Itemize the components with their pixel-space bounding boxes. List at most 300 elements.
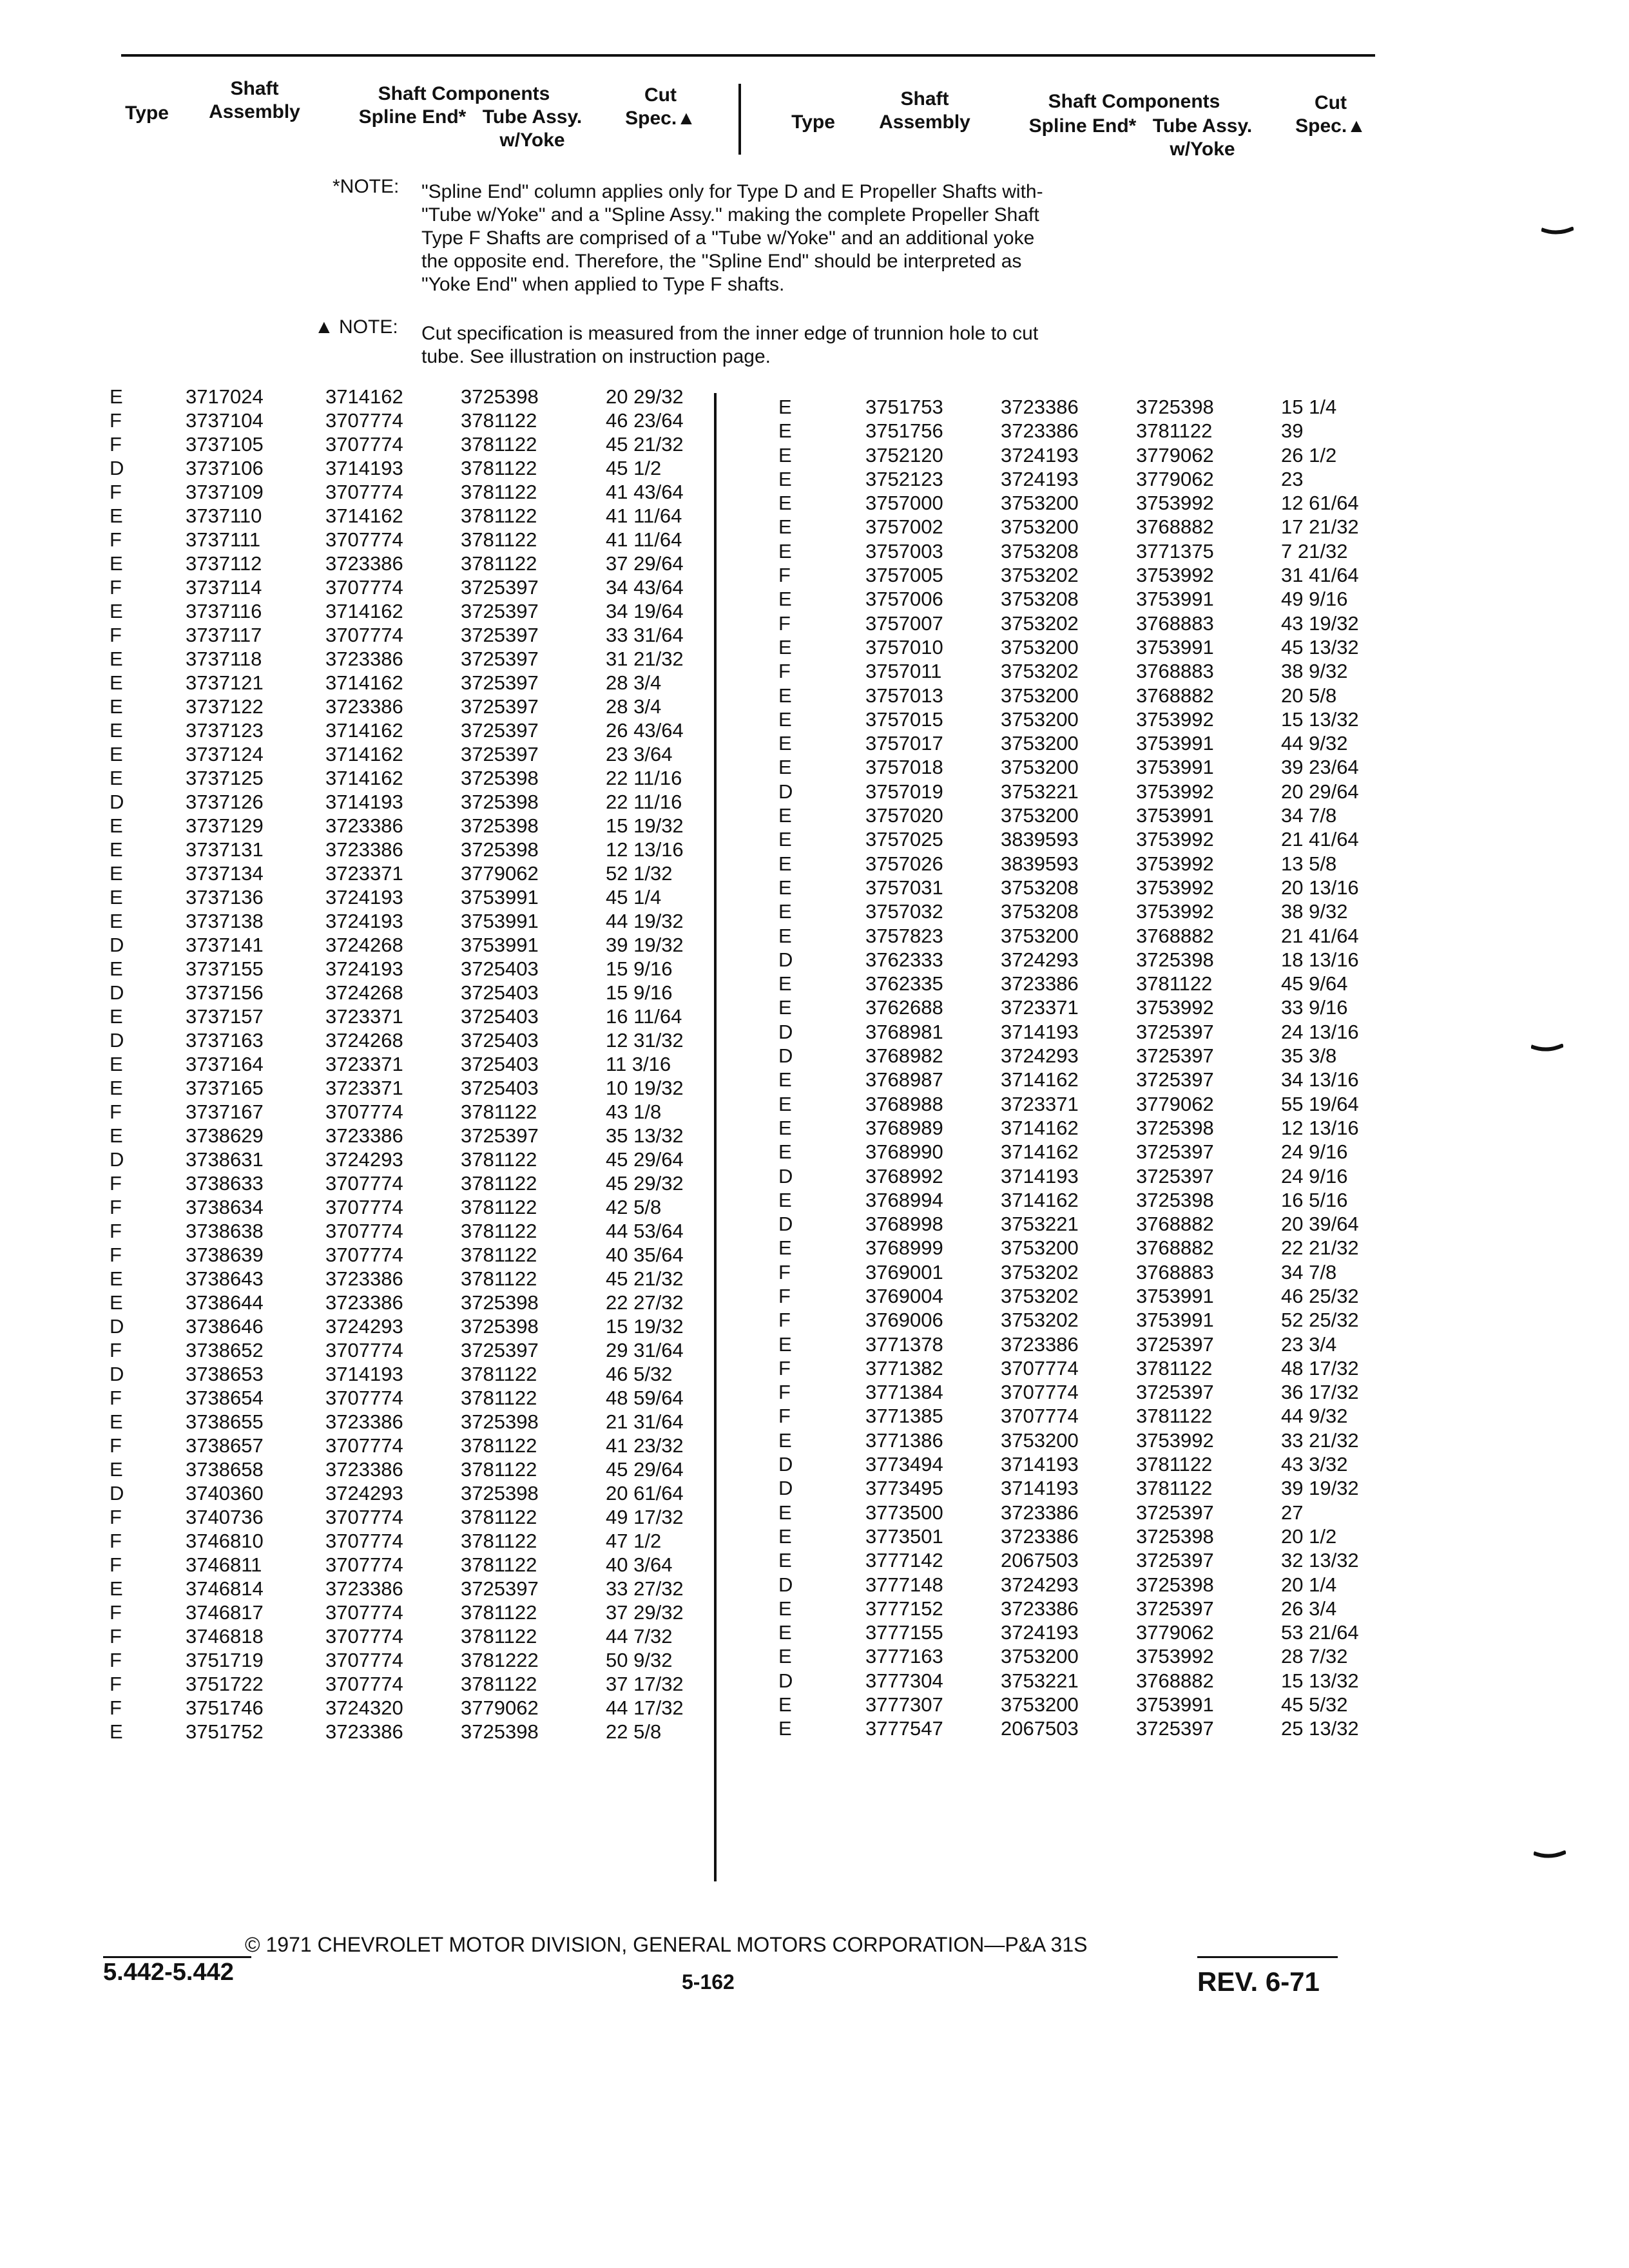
row-tube-assy: 3781122 bbox=[461, 409, 537, 432]
row-type: E bbox=[110, 862, 123, 885]
row-cut-spec: 24 9/16 bbox=[1281, 1164, 1348, 1187]
row-type: F bbox=[110, 1220, 122, 1242]
row-tube-assy: 3753991 bbox=[461, 886, 539, 908]
row-cut-spec: 41 11/64 bbox=[606, 528, 682, 551]
row-type: D bbox=[110, 791, 124, 813]
row-shaft-assembly: 3751753 bbox=[865, 396, 943, 418]
row-shaft-assembly: 3737136 bbox=[186, 886, 264, 908]
row-shaft-assembly: 3768981 bbox=[865, 1020, 943, 1043]
row-spline-end: 3714193 bbox=[325, 457, 403, 479]
row-spline-end: 3724193 bbox=[325, 957, 403, 980]
row-shaft-assembly: 3737123 bbox=[186, 719, 264, 742]
row-type: F bbox=[110, 1434, 122, 1457]
row-type: E bbox=[110, 743, 123, 765]
row-type: F bbox=[110, 576, 122, 599]
row-type: F bbox=[110, 1553, 122, 1576]
row-tube-assy: 3753991 bbox=[1136, 756, 1214, 779]
row-spline-end: 3707774 bbox=[325, 624, 403, 646]
row-tube-assy: 3781122 bbox=[1136, 1356, 1213, 1379]
note-cut-spec-text: Cut specification is measured from the inner edge of trunnion hole to cut tube. See illustration on instruction page. bbox=[421, 323, 1039, 367]
row-cut-spec: 20 39/64 bbox=[1281, 1213, 1359, 1236]
row-shaft-assembly: 3773494 bbox=[865, 1453, 943, 1476]
row-shaft-assembly: 3737114 bbox=[186, 576, 262, 599]
row-type: E bbox=[110, 814, 123, 837]
row-shaft-assembly: 3737125 bbox=[186, 767, 264, 789]
row-tube-assy: 3781122 bbox=[461, 505, 537, 527]
row-spline-end: 3753208 bbox=[1001, 876, 1079, 899]
row-cut-spec: 28 7/32 bbox=[1281, 1645, 1348, 1668]
row-cut-spec: 48 59/64 bbox=[606, 1387, 684, 1409]
header-type-right: Type bbox=[791, 111, 835, 133]
header-shaft-components-right: Shaft Components bbox=[1048, 91, 1220, 112]
row-type: E bbox=[110, 505, 123, 527]
row-type: E bbox=[110, 695, 123, 718]
row-tube-assy: 3725397 bbox=[1136, 1164, 1214, 1187]
row-type: E bbox=[110, 1410, 123, 1433]
row-spline-end: 3753200 bbox=[1001, 1645, 1079, 1668]
row-cut-spec: 21 41/64 bbox=[1281, 828, 1359, 851]
footer-rule-right bbox=[1197, 1956, 1338, 1958]
row-cut-spec: 45 5/32 bbox=[1281, 1693, 1348, 1716]
row-cut-spec: 16 5/16 bbox=[1281, 1188, 1348, 1211]
row-type: F bbox=[778, 1356, 791, 1379]
row-type: E bbox=[110, 1720, 123, 1743]
row-type: F bbox=[778, 1260, 791, 1283]
row-tube-assy: 3725397 bbox=[461, 624, 539, 646]
row-tube-assy: 3779062 bbox=[1136, 443, 1214, 466]
row-spline-end: 3714193 bbox=[325, 791, 403, 813]
row-type: E bbox=[110, 1005, 123, 1028]
row-type: F bbox=[110, 481, 122, 503]
row-tube-assy: 3725397 bbox=[461, 1339, 539, 1361]
row-spline-end: 3723386 bbox=[325, 1458, 403, 1481]
row-cut-spec: 12 61/64 bbox=[1281, 492, 1359, 515]
row-spline-end: 3714193 bbox=[1001, 1477, 1079, 1500]
row-tube-assy: 3725398 bbox=[1136, 1524, 1214, 1548]
row-shaft-assembly: 3757002 bbox=[865, 515, 943, 539]
row-spline-end: 3707774 bbox=[325, 1387, 403, 1409]
row-shaft-assembly: 3737105 bbox=[186, 433, 264, 456]
row-tube-assy: 3768883 bbox=[1136, 660, 1214, 683]
row-cut-spec: 24 9/16 bbox=[1281, 1140, 1348, 1164]
row-shaft-assembly: 3757026 bbox=[865, 852, 943, 875]
row-cut-spec: 37 17/32 bbox=[606, 1673, 684, 1695]
row-cut-spec: 41 43/64 bbox=[606, 481, 684, 503]
row-shaft-assembly: 3777142 bbox=[865, 1549, 943, 1572]
row-shaft-assembly: 3757025 bbox=[865, 828, 943, 851]
row-shaft-assembly: 3737164 bbox=[186, 1053, 264, 1075]
row-cut-spec: 39 19/32 bbox=[606, 934, 684, 956]
row-shaft-assembly: 3773500 bbox=[865, 1501, 943, 1524]
header-tube-assy-right: Tube Assy. w/Yoke bbox=[1152, 115, 1253, 160]
row-type: D bbox=[110, 934, 124, 956]
row-type: E bbox=[110, 671, 123, 694]
row-type: E bbox=[778, 635, 792, 658]
row-spline-end: 3714162 bbox=[325, 505, 403, 527]
row-type: E bbox=[778, 1428, 792, 1452]
row-type: F bbox=[110, 1339, 122, 1361]
row-shaft-assembly: 3738644 bbox=[186, 1291, 264, 1314]
row-type: D bbox=[110, 457, 124, 479]
row-cut-spec: 33 9/16 bbox=[1281, 996, 1348, 1019]
row-spline-end: 3714193 bbox=[1001, 1453, 1079, 1476]
row-cut-spec: 45 21/32 bbox=[606, 1267, 684, 1290]
row-cut-spec: 12 31/32 bbox=[606, 1029, 684, 1052]
row-shaft-assembly: 3757011 bbox=[865, 660, 942, 683]
row-spline-end: 3724268 bbox=[325, 1029, 403, 1052]
row-tube-assy: 3781122 bbox=[461, 1553, 537, 1576]
row-shaft-assembly: 3768998 bbox=[865, 1213, 943, 1236]
row-cut-spec: 34 43/64 bbox=[606, 576, 684, 599]
row-cut-spec: 37 29/32 bbox=[606, 1601, 684, 1624]
row-type: E bbox=[778, 828, 792, 851]
row-type: E bbox=[110, 719, 123, 742]
row-cut-spec: 13 5/8 bbox=[1281, 852, 1337, 875]
row-shaft-assembly: 3769001 bbox=[865, 1260, 943, 1283]
row-tube-assy: 3781122 bbox=[461, 1363, 537, 1385]
note-spline-end-text: "Spline End" column applies only for Type D and E Propeller Shafts with- "Tube w/Yoke" and a "Spline Assy." making the complete Propeller Shaft Type F Shafts are comprised of a "Tube w/Yoke" and an additional yoke the opposite end. Therefore, the "Spline End" should be interpreted as "Yoke End" when applied to Type F shafts. bbox=[421, 181, 1043, 295]
row-spline-end: 3707774 bbox=[325, 1553, 403, 1576]
row-type: F bbox=[778, 660, 791, 683]
row-shaft-assembly: 3737156 bbox=[186, 981, 264, 1004]
row-cut-spec: 21 31/64 bbox=[606, 1410, 684, 1433]
row-tube-assy: 3725397 bbox=[461, 719, 539, 742]
row-shaft-assembly: 3737163 bbox=[186, 1029, 264, 1052]
row-tube-assy: 3725398 bbox=[461, 838, 539, 861]
row-shaft-assembly: 3757031 bbox=[865, 876, 943, 899]
row-cut-spec: 40 35/64 bbox=[606, 1244, 684, 1266]
row-spline-end: 3714162 bbox=[325, 767, 403, 789]
row-tube-assy: 3753992 bbox=[1136, 828, 1214, 851]
row-tube-assy: 3779062 bbox=[1136, 1092, 1214, 1115]
row-cut-spec: 41 11/64 bbox=[606, 505, 682, 527]
row-type: E bbox=[778, 1717, 792, 1740]
row-cut-spec: 22 5/8 bbox=[606, 1720, 662, 1743]
row-tube-assy: 3781122 bbox=[461, 552, 537, 575]
row-spline-end: 3707774 bbox=[325, 1601, 403, 1624]
row-cut-spec: 15 9/16 bbox=[606, 957, 673, 980]
row-tube-assy: 3725398 bbox=[461, 1720, 539, 1743]
row-spline-end: 3839593 bbox=[1001, 852, 1079, 875]
binder-mark bbox=[1541, 227, 1574, 236]
row-shaft-assembly: 3773501 bbox=[865, 1524, 943, 1548]
row-spline-end: 2067503 bbox=[1001, 1717, 1079, 1740]
row-tube-assy: 3725397 bbox=[461, 1124, 539, 1147]
row-type: E bbox=[778, 852, 792, 875]
row-tube-assy: 3779062 bbox=[1136, 1621, 1214, 1644]
row-spline-end: 3707774 bbox=[325, 1649, 403, 1671]
row-tube-assy: 3781122 bbox=[1136, 1405, 1213, 1428]
row-cut-spec: 22 21/32 bbox=[1281, 1236, 1359, 1260]
row-tube-assy: 3725397 bbox=[461, 695, 539, 718]
row-cut-spec: 42 5/8 bbox=[606, 1196, 662, 1218]
row-cut-spec: 26 3/4 bbox=[1281, 1597, 1337, 1620]
row-cut-spec: 40 3/64 bbox=[606, 1553, 673, 1576]
row-tube-assy: 3725398 bbox=[1136, 948, 1214, 971]
row-cut-spec: 38 9/32 bbox=[1281, 660, 1348, 683]
row-type: E bbox=[110, 886, 123, 908]
row-tube-assy: 3768882 bbox=[1136, 515, 1214, 539]
row-spline-end: 3724193 bbox=[325, 886, 403, 908]
page-number: 5-162 bbox=[682, 1970, 735, 1994]
row-cut-spec: 46 5/32 bbox=[606, 1363, 673, 1385]
row-shaft-assembly: 3746811 bbox=[186, 1553, 262, 1576]
row-type: E bbox=[110, 648, 123, 670]
row-cut-spec: 39 19/32 bbox=[1281, 1477, 1359, 1500]
row-tube-assy: 3753992 bbox=[1136, 852, 1214, 875]
row-spline-end: 3707774 bbox=[325, 481, 403, 503]
header-divider bbox=[738, 84, 741, 155]
row-type: F bbox=[110, 1244, 122, 1266]
row-type: D bbox=[778, 1044, 793, 1068]
row-type: E bbox=[778, 924, 792, 947]
row-shaft-assembly: 3737124 bbox=[186, 743, 264, 765]
row-spline-end: 3723386 bbox=[325, 695, 403, 718]
row-shaft-assembly: 3757823 bbox=[865, 924, 943, 947]
row-cut-spec: 26 43/64 bbox=[606, 719, 684, 742]
row-cut-spec: 52 1/32 bbox=[606, 862, 673, 885]
row-cut-spec: 23 bbox=[1281, 467, 1304, 490]
row-shaft-assembly: 3757005 bbox=[865, 564, 943, 587]
row-type: D bbox=[110, 1029, 124, 1052]
row-spline-end: 3723386 bbox=[325, 1124, 403, 1147]
row-spline-end: 3724320 bbox=[325, 1696, 403, 1719]
row-tube-assy: 3725398 bbox=[1136, 1116, 1214, 1139]
row-cut-spec: 10 19/32 bbox=[606, 1077, 684, 1099]
row-type: D bbox=[778, 1164, 793, 1187]
row-type: E bbox=[778, 732, 792, 755]
row-tube-assy: 3753991 bbox=[1136, 1693, 1214, 1716]
header-type-left: Type bbox=[125, 102, 169, 124]
row-cut-spec: 27 bbox=[1281, 1501, 1304, 1524]
row-spline-end: 3714162 bbox=[325, 385, 403, 408]
row-type: E bbox=[778, 419, 792, 443]
row-cut-spec: 53 21/64 bbox=[1281, 1621, 1359, 1644]
row-tube-assy: 3781122 bbox=[461, 1100, 537, 1123]
row-type: E bbox=[110, 1124, 123, 1147]
row-tube-assy: 3753992 bbox=[1136, 707, 1214, 731]
row-tube-assy: 3768882 bbox=[1136, 1669, 1214, 1692]
row-type: E bbox=[778, 1092, 792, 1115]
row-spline-end: 3707774 bbox=[1001, 1356, 1079, 1379]
row-cut-spec: 15 19/32 bbox=[606, 814, 684, 837]
row-spline-end: 3753200 bbox=[1001, 804, 1079, 827]
row-spline-end: 3753200 bbox=[1001, 515, 1079, 539]
row-type: E bbox=[110, 1291, 123, 1314]
row-spline-end: 3753202 bbox=[1001, 1309, 1079, 1332]
row-spline-end: 3753200 bbox=[1001, 707, 1079, 731]
row-tube-assy: 3781122 bbox=[461, 1267, 537, 1290]
header-shaft-assembly-left: Shaft Assembly bbox=[209, 78, 300, 122]
row-type: F bbox=[778, 1284, 791, 1307]
row-spline-end: 3724293 bbox=[325, 1148, 403, 1171]
row-cut-spec: 34 7/8 bbox=[1281, 804, 1337, 827]
row-type: E bbox=[778, 443, 792, 466]
row-spline-end: 3723371 bbox=[1001, 996, 1079, 1019]
row-spline-end: 3723386 bbox=[325, 838, 403, 861]
row-tube-assy: 3781122 bbox=[461, 1530, 537, 1552]
row-cut-spec: 18 13/16 bbox=[1281, 948, 1359, 971]
row-spline-end: 3724293 bbox=[1001, 948, 1079, 971]
row-tube-assy: 3725398 bbox=[461, 1291, 539, 1314]
row-shaft-assembly: 3737165 bbox=[186, 1077, 264, 1099]
row-cut-spec: 20 1/2 bbox=[1281, 1524, 1337, 1548]
row-spline-end: 3753208 bbox=[1001, 588, 1079, 611]
row-type: F bbox=[110, 1506, 122, 1528]
row-shaft-assembly: 3768994 bbox=[865, 1188, 943, 1211]
row-shaft-assembly: 3738633 bbox=[186, 1172, 264, 1195]
row-tube-assy: 3725398 bbox=[1136, 396, 1214, 418]
header-shaft-assembly-right: Shaft Assembly bbox=[879, 88, 970, 133]
row-spline-end: 3753208 bbox=[1001, 900, 1079, 923]
row-cut-spec: 12 13/16 bbox=[606, 838, 684, 861]
row-type: D bbox=[110, 1363, 124, 1385]
row-shaft-assembly: 3738643 bbox=[186, 1267, 264, 1290]
row-cut-spec: 44 7/32 bbox=[606, 1625, 673, 1648]
row-tube-assy: 3781122 bbox=[461, 1148, 537, 1171]
row-shaft-assembly: 3737131 bbox=[186, 838, 264, 861]
row-shaft-assembly: 3757000 bbox=[865, 492, 943, 515]
row-cut-spec: 45 1/2 bbox=[606, 457, 662, 479]
row-spline-end: 3714162 bbox=[325, 719, 403, 742]
row-cut-spec: 39 bbox=[1281, 419, 1304, 443]
row-shaft-assembly: 3737122 bbox=[186, 695, 264, 718]
row-shaft-assembly: 3769004 bbox=[865, 1284, 943, 1307]
row-shaft-assembly: 3737126 bbox=[186, 791, 264, 813]
row-type: E bbox=[778, 756, 792, 779]
row-type: E bbox=[110, 767, 123, 789]
row-tube-assy: 3725397 bbox=[461, 743, 539, 765]
row-tube-assy: 3725397 bbox=[1136, 1597, 1214, 1620]
row-type: F bbox=[110, 409, 122, 432]
row-spline-end: 3723386 bbox=[1001, 396, 1079, 418]
row-shaft-assembly: 3757019 bbox=[865, 780, 943, 803]
row-cut-spec: 22 11/16 bbox=[606, 767, 682, 789]
row-cut-spec: 36 17/32 bbox=[1281, 1381, 1359, 1404]
row-shaft-assembly: 3768992 bbox=[865, 1164, 943, 1187]
row-spline-end: 3714193 bbox=[325, 1363, 403, 1385]
row-tube-assy: 3753991 bbox=[1136, 635, 1214, 658]
row-shaft-assembly: 3737129 bbox=[186, 814, 264, 837]
row-shaft-assembly: 3737134 bbox=[186, 862, 264, 885]
row-shaft-assembly: 3757017 bbox=[865, 732, 943, 755]
top-rule bbox=[121, 54, 1375, 57]
row-shaft-assembly: 3769006 bbox=[865, 1309, 943, 1332]
row-spline-end: 3753202 bbox=[1001, 1260, 1079, 1283]
row-shaft-assembly: 3777547 bbox=[865, 1717, 943, 1740]
header-spline-end-left: Spline End* bbox=[358, 106, 467, 128]
revision-label: REV. 6-71 bbox=[1197, 1966, 1320, 1997]
row-tube-assy: 3725397 bbox=[1136, 1501, 1214, 1524]
row-type: E bbox=[110, 957, 123, 980]
row-tube-assy: 3781122 bbox=[461, 457, 537, 479]
row-shaft-assembly: 3746810 bbox=[186, 1530, 264, 1552]
row-cut-spec: 23 3/4 bbox=[1281, 1332, 1337, 1356]
row-type: E bbox=[778, 1068, 792, 1091]
row-shaft-assembly: 3737167 bbox=[186, 1100, 264, 1123]
row-cut-spec: 43 3/32 bbox=[1281, 1453, 1348, 1476]
row-type: F bbox=[110, 1196, 122, 1218]
row-spline-end: 3714162 bbox=[325, 743, 403, 765]
row-type: D bbox=[778, 948, 793, 971]
row-tube-assy: 3725398 bbox=[1136, 1573, 1214, 1596]
row-tube-assy: 3753992 bbox=[1136, 564, 1214, 587]
header-spline-end-right: Spline End* bbox=[1028, 115, 1137, 137]
row-tube-assy: 3781122 bbox=[461, 1625, 537, 1648]
row-type: E bbox=[778, 876, 792, 899]
row-cut-spec: 16 11/64 bbox=[606, 1005, 682, 1028]
row-shaft-assembly: 3752120 bbox=[865, 443, 943, 466]
row-cut-spec: 35 13/32 bbox=[606, 1124, 684, 1147]
row-cut-spec: 20 29/32 bbox=[606, 385, 684, 408]
row-type: E bbox=[110, 1053, 123, 1075]
row-tube-assy: 3725398 bbox=[1136, 1188, 1214, 1211]
row-shaft-assembly: 3762688 bbox=[865, 996, 943, 1019]
row-spline-end: 3714162 bbox=[1001, 1188, 1079, 1211]
row-spline-end: 3714193 bbox=[1001, 1020, 1079, 1043]
row-shaft-assembly: 3768989 bbox=[865, 1116, 943, 1139]
row-spline-end: 3753208 bbox=[1001, 539, 1079, 562]
row-tube-assy: 3768883 bbox=[1136, 611, 1214, 635]
row-shaft-assembly: 3762335 bbox=[865, 972, 943, 995]
row-spline-end: 3723371 bbox=[325, 1053, 403, 1075]
row-cut-spec: 33 27/32 bbox=[606, 1577, 684, 1600]
row-spline-end: 3723386 bbox=[325, 1410, 403, 1433]
row-shaft-assembly: 3768987 bbox=[865, 1068, 943, 1091]
row-cut-spec: 35 3/8 bbox=[1281, 1044, 1337, 1068]
row-cut-spec: 26 1/2 bbox=[1281, 443, 1337, 466]
row-cut-spec: 33 21/32 bbox=[1281, 1428, 1359, 1452]
row-cut-spec: 31 21/32 bbox=[606, 648, 684, 670]
row-tube-assy: 3768882 bbox=[1136, 1213, 1214, 1236]
row-spline-end: 3723386 bbox=[325, 814, 403, 837]
row-spline-end: 3753200 bbox=[1001, 635, 1079, 658]
row-tube-assy: 3781122 bbox=[1136, 972, 1213, 995]
row-shaft-assembly: 3771382 bbox=[865, 1356, 943, 1379]
row-cut-spec: 31 41/64 bbox=[1281, 564, 1359, 587]
row-shaft-assembly: 3738631 bbox=[186, 1148, 264, 1171]
row-shaft-assembly: 3777148 bbox=[865, 1573, 943, 1596]
row-spline-end: 3723386 bbox=[1001, 972, 1079, 995]
row-type: E bbox=[778, 1332, 792, 1356]
row-cut-spec: 34 13/16 bbox=[1281, 1068, 1359, 1091]
row-spline-end: 3723386 bbox=[325, 1291, 403, 1314]
row-shaft-assembly: 3737121 bbox=[186, 671, 264, 694]
row-spline-end: 3753202 bbox=[1001, 1284, 1079, 1307]
row-cut-spec: 21 41/64 bbox=[1281, 924, 1359, 947]
row-spline-end: 3753200 bbox=[1001, 684, 1079, 707]
row-shaft-assembly: 3738653 bbox=[186, 1363, 264, 1385]
row-tube-assy: 3725397 bbox=[461, 648, 539, 670]
row-type: F bbox=[778, 611, 791, 635]
row-tube-assy: 3768882 bbox=[1136, 924, 1214, 947]
row-spline-end: 3707774 bbox=[325, 1220, 403, 1242]
row-spline-end: 3753200 bbox=[1001, 1693, 1079, 1716]
row-cut-spec: 49 17/32 bbox=[606, 1506, 684, 1528]
row-spline-end: 3723386 bbox=[325, 1267, 403, 1290]
row-spline-end: 3724293 bbox=[1001, 1573, 1079, 1596]
row-spline-end: 3753200 bbox=[1001, 732, 1079, 755]
row-shaft-assembly: 3771384 bbox=[865, 1381, 943, 1404]
row-type: D bbox=[110, 1315, 124, 1338]
row-cut-spec: 11 3/16 bbox=[606, 1053, 671, 1075]
row-shaft-assembly: 3738639 bbox=[186, 1244, 264, 1266]
row-type: E bbox=[778, 588, 792, 611]
row-spline-end: 3724193 bbox=[1001, 1621, 1079, 1644]
row-cut-spec: 17 21/32 bbox=[1281, 515, 1359, 539]
row-shaft-assembly: 3737112 bbox=[186, 552, 262, 575]
row-shaft-assembly: 3751756 bbox=[865, 419, 943, 443]
